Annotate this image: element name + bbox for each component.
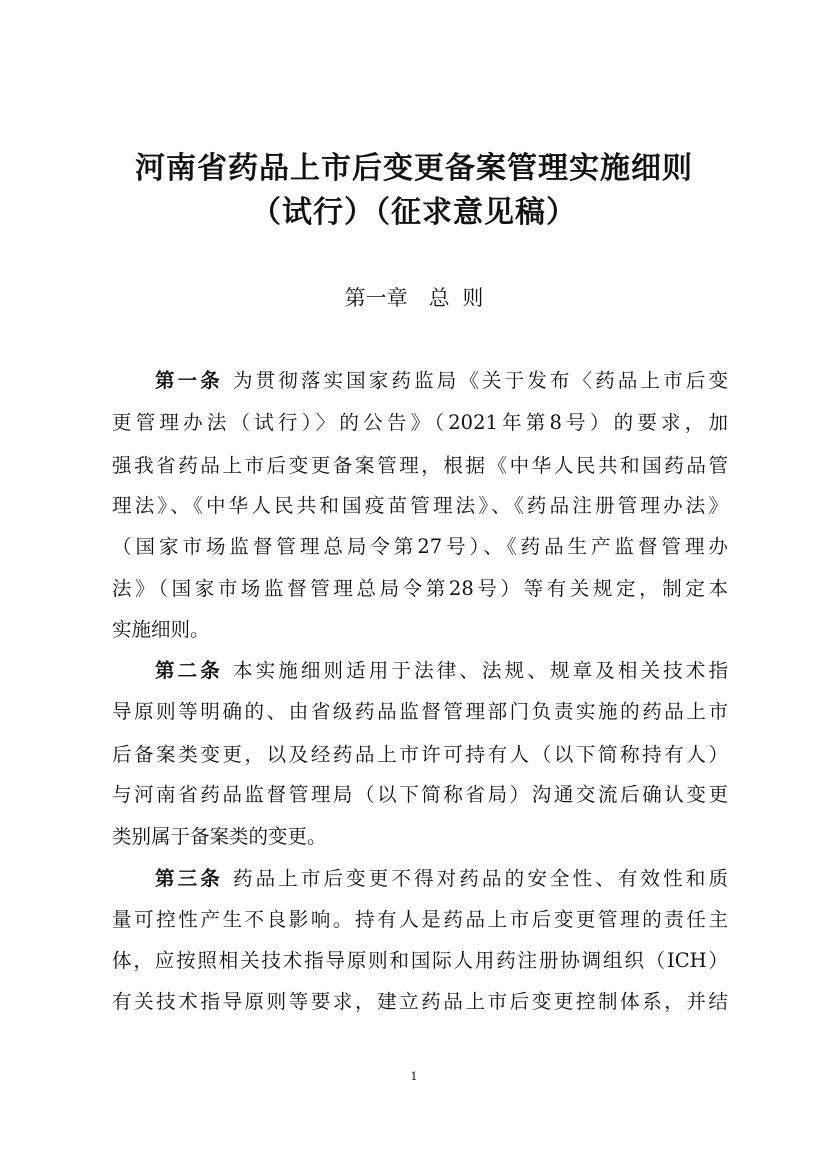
- article-3-text: 药品上市后变更不得对药品的安全性、有效性和质: [232, 867, 728, 890]
- article-3-line-2: 量可控性产生不良影响。持有人是药品上市后变更管理的责任主: [112, 908, 728, 931]
- article-1-line-7: 实施细则。: [112, 618, 210, 641]
- article-2-label: 第二条: [155, 659, 223, 682]
- article-1-line-6: 法》（国家市场监督管理总局令第28号）等有关规定，制定本: [112, 577, 728, 600]
- article-1-line-4: 理法》、《中华人民共和国疫苗管理法》、《药品注册管理办法》: [112, 494, 728, 517]
- article-2-line-2: 导原则等明确的、由省级药品监督管理部门负责实施的药品上市: [112, 700, 728, 723]
- document-title-line-2: （试行）（征求意见稿）: [251, 195, 577, 230]
- article-1-label: 第一条: [155, 369, 223, 392]
- article-1-line-2: 更管理办法（试行）〉的公告》（2021年第8号）的要求，加: [112, 411, 728, 434]
- article-2-line-1: [155, 656, 728, 686]
- article-1-line-5: （国家市场监督管理总局令第27号）、《药品生产监督管理办: [112, 535, 728, 558]
- page-number: 1: [410, 1070, 418, 1083]
- article-2-line-3: 后备案类变更，以及经药品上市许可持有人（以下简称持有人）: [112, 743, 728, 766]
- article-1-line-1: [155, 366, 728, 396]
- document-title-line-1: 河南省药品上市后变更备案管理实施细则: [135, 151, 693, 186]
- chapter-heading: 第一章 总 则: [344, 286, 484, 310]
- article-2-text: 本实施细则适用于法律、法规、规章及相关技术指: [232, 659, 728, 682]
- article-1-text: 为贯彻落实国家药监局《关于发布〈药品上市后变: [232, 369, 728, 392]
- article-3-line-1: [155, 864, 728, 894]
- article-2-line-4: 与河南省药品监督管理局（以下简称省局）沟通交流后确认变更: [112, 783, 728, 806]
- article-1-line-3: 强我省药品上市后变更备案管理，根据《中华人民共和国药品管: [112, 454, 728, 477]
- article-3-label: 第三条: [155, 867, 223, 890]
- article-2-line-5: 类别属于备案类的变更。: [112, 825, 327, 848]
- article-3-line-3: 体，应按照相关技术指导原则和国际人用药注册协调组织（ICH）: [112, 949, 728, 972]
- article-3-line-4: 有关技术指导原则等要求，建立药品上市后变更控制体系，并结: [112, 990, 728, 1013]
